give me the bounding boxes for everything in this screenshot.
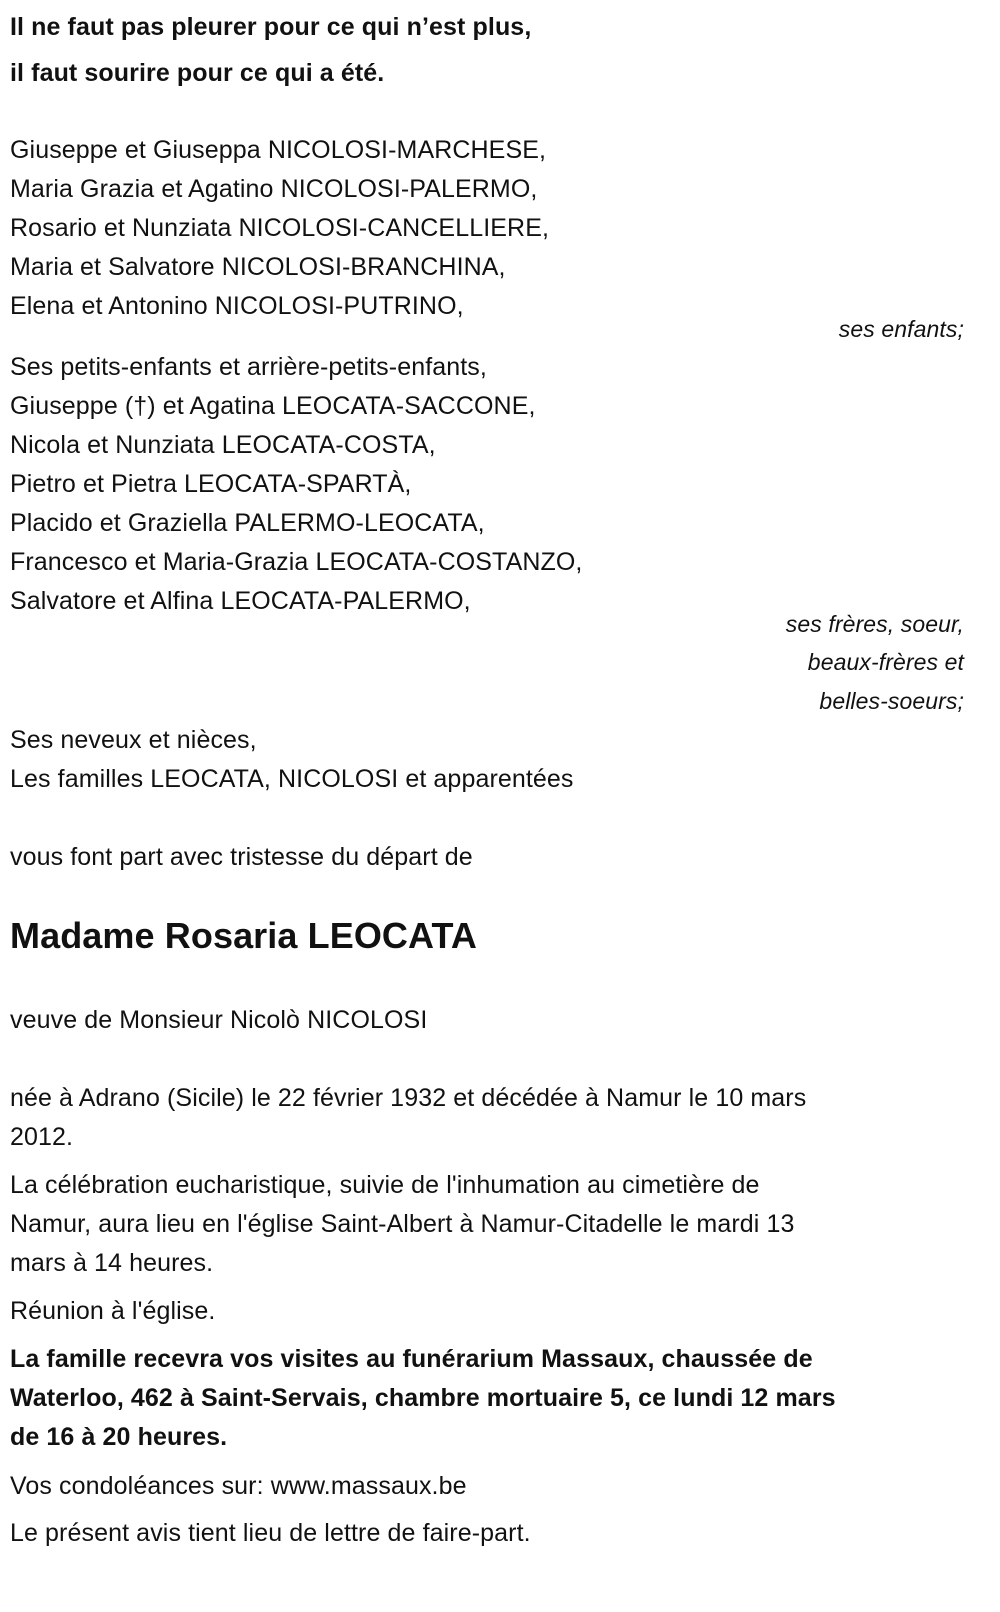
notice-line: Le présent avis tient lieu de lettre de faire-part. xyxy=(10,1519,531,1547)
birth-death-line: 2012. xyxy=(10,1123,74,1151)
family-line: Ses neveux et nièces, xyxy=(10,726,257,754)
quote-line: Il ne faut pas pleurer pour ce qui n’est plus, xyxy=(10,13,532,41)
deceased-name: Madame Rosaria LEOCATA xyxy=(10,915,477,956)
ceremony-line: La célébration eucharistique, suivie de l'inhumation au cimetière de xyxy=(10,1171,760,1199)
family-line: Rosario et Nunziata NICOLOSI-CANCELLIERE, xyxy=(10,214,550,242)
family-line: Elena et Antonino NICOLOSI-PUTRINO, xyxy=(10,292,464,320)
family-line: Francesco et Maria-Grazia LEOCATA-COSTANZO, xyxy=(10,548,583,576)
family-line: Les familles LEOCATA, NICOLOSI et apparentées xyxy=(10,765,574,793)
announcement: vous font part avec tristesse du départ de xyxy=(10,843,473,871)
relation-label: ses enfants; xyxy=(838,316,964,342)
quote-line: il faut sourire pour ce qui a été. xyxy=(10,59,385,87)
family-line: Placido et Graziella PALERMO-LEOCATA, xyxy=(10,509,485,537)
family-line: Giuseppe et Giuseppa NICOLOSI-MARCHESE, xyxy=(10,136,547,164)
visits-line: de 16 à 20 heures. xyxy=(10,1423,228,1451)
visits-line: La famille recevra vos visites au funérarium Massaux, chaussée de xyxy=(10,1345,813,1373)
family-line: Ses petits-enfants et arrière-petits-enfants, xyxy=(10,353,487,381)
birth-death-line: née à Adrano (Sicile) le 22 février 1932 et décédée à Namur le 10 mars xyxy=(10,1084,807,1112)
family-line: Nicola et Nunziata LEOCATA-COSTA, xyxy=(10,431,436,459)
condolences-line: Vos condoléances sur: www.massaux.be xyxy=(10,1472,467,1500)
widow-line: veuve de Monsieur Nicolò NICOLOSI xyxy=(10,1006,428,1034)
family-line: Maria et Salvatore NICOLOSI-BRANCHINA, xyxy=(10,253,506,281)
meeting-line: Réunion à l'église. xyxy=(10,1297,216,1325)
family-line: Salvatore et Alfina LEOCATA-PALERMO, xyxy=(10,587,471,615)
relation-label: ses frères, soeur, xyxy=(785,611,964,637)
ceremony-line: Namur, aura lieu en l'église Saint-Albert à Namur-Citadelle le mardi 13 xyxy=(10,1210,795,1238)
relation-label: beaux-frères et xyxy=(807,649,964,675)
family-line: Pietro et Pietra LEOCATA-SPARTÀ, xyxy=(10,470,412,498)
ceremony-line: mars à 14 heures. xyxy=(10,1249,214,1277)
relation-label: belles-soeurs; xyxy=(819,688,964,714)
family-line: Giuseppe (†) et Agatina LEOCATA-SACCONE, xyxy=(10,392,536,420)
family-line: Maria Grazia et Agatino NICOLOSI-PALERMO, xyxy=(10,175,538,203)
visits-line: Waterloo, 462 à Saint-Servais, chambre mortuaire 5, ce lundi 12 mars xyxy=(10,1384,836,1412)
